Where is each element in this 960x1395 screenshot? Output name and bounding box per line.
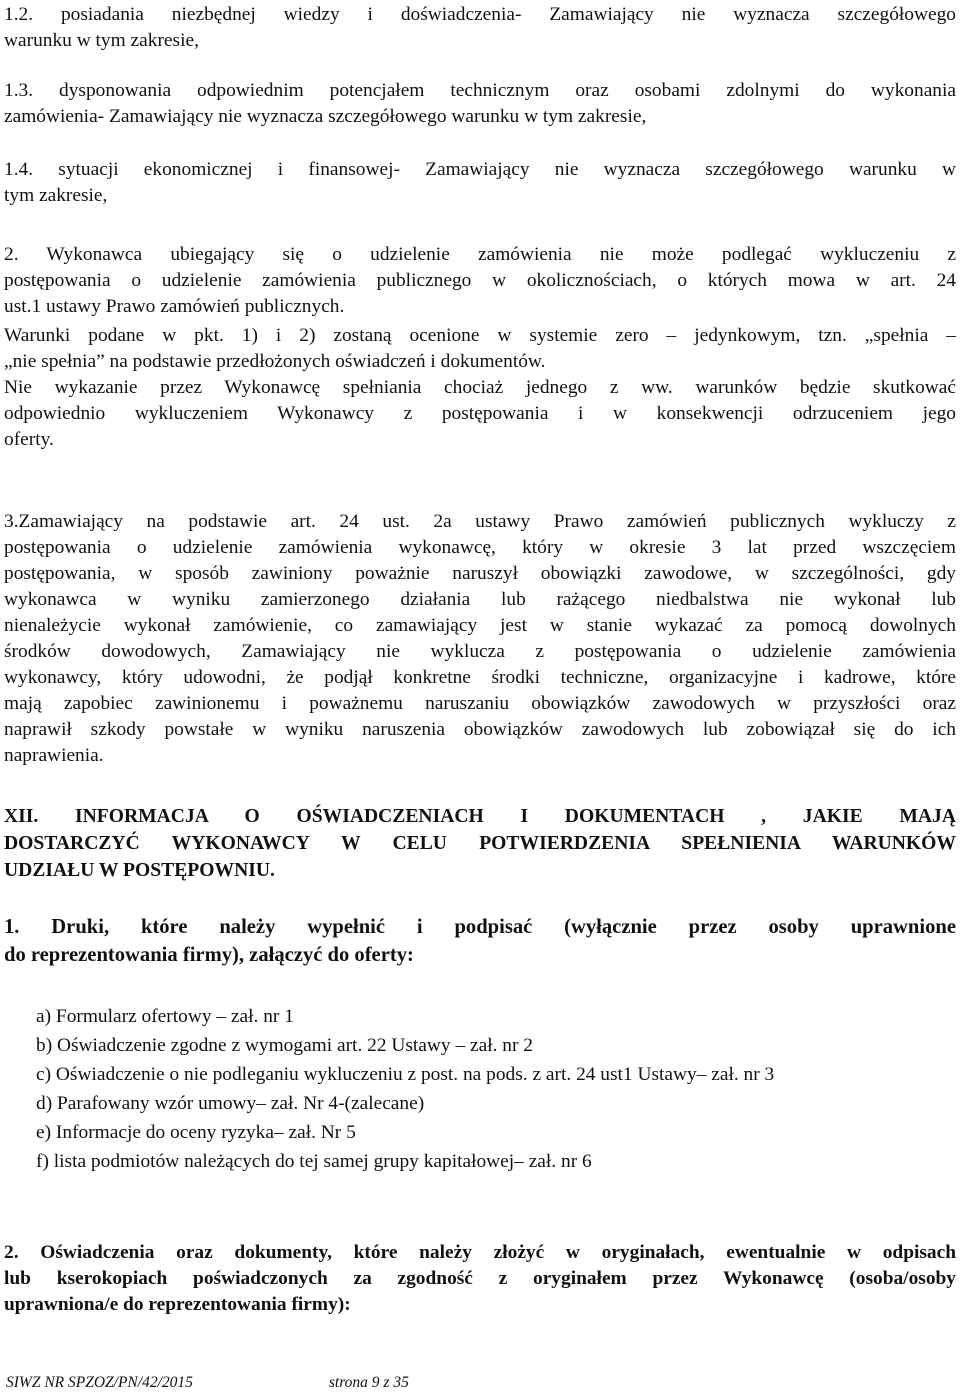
text-line: zamówienia- Zamawiający nie wyznacza szczegółowego warunku w tym zakresie,: [4, 106, 647, 127]
heading-line: lub kserokopiach poświadczonych za zgodność z oryginałem przez Wykonawcę (osoba/osoby: [4, 1268, 956, 1289]
page-footer: [6, 1374, 409, 1392]
text-line: środków dowodowych, Zamawiający nie wyklucza z postępowania o udzielenie zamówienia: [4, 641, 956, 662]
heading-line: do reprezentowania firmy), załączyć do oferty:: [4, 944, 414, 966]
conditions-paragraph: [4, 323, 956, 453]
attachment-item-b: b) Oświadczenie zgodne z wymogami art. 22 Ustawy – zał. nr 2: [36, 1035, 533, 1056]
section-xii-heading: [4, 803, 956, 884]
attachment-item-a: a) Formularz ofertowy – zał. nr 1: [36, 1006, 294, 1027]
text-line: warunku w tym zakresie,: [4, 30, 199, 51]
text-line: postępowania, w sposób zawiniony poważnie naruszył obowiązki zawodowe, w szczególności, gdy: [4, 563, 956, 584]
text-line: „nie spełnia” na podstawie przedłożonych oświadczeń i dokumentów.: [4, 351, 546, 372]
item-1-2: [4, 2, 956, 54]
text-line: tym zakresie,: [4, 185, 108, 206]
text-line: postępowania o udzielenie zamówienia publicznego w okolicznościach, o których mowa w art. 24: [4, 270, 956, 291]
heading-line: 2. Oświadczenia oraz dokumenty, które należy złożyć w oryginałach, ewentualnie w odpisach: [4, 1242, 956, 1263]
text-line: mają zapobiec zawinionemu i poważnemu naruszaniu obowiązków zawodowych w przyszłości oraz: [4, 693, 956, 714]
attachment-item-e: e) Informacje do oceny ryzyka– zał. Nr 5: [36, 1122, 356, 1143]
item-1-4: [4, 157, 956, 209]
heading-line: XII. INFORMACJA O OŚWIADCZENIACH I DOKUMENTACH , JAKIE MAJĄ: [4, 806, 956, 827]
heading-line: UDZIAŁU W POSTĘPOWNIU.: [4, 860, 275, 881]
text-line: postępowania o udzielenie zamówienia wykonawcę, który w okresie 3 lat przed wszczęciem: [4, 537, 956, 558]
page-number: strona 9 z 35: [328, 1374, 409, 1391]
text-line: 2. Wykonawca ubiegający się o udzielenie zamówienia nie może podlegać wykluczeniu z: [4, 244, 956, 265]
heading-line: 1. Druki, które należy wypełnić i podpisać (wyłącznie przez osoby uprawnione: [4, 916, 956, 938]
text-line: 3.Zamawiający na podstawie art. 24 ust. 2a ustawy Prawo zamówień publicznych wykluczy z: [4, 511, 956, 532]
text-line: Warunki podane w pkt. 1) i 2) zostaną ocenione w systemie zero – jedynkowym, tzn. „spełnia –: [4, 325, 956, 346]
text-line: nienależycie wykonał zamówienie, co zamawiający jest w stanie wykazać za pomocą dowolnych: [4, 615, 956, 636]
point-2-heading: [4, 1240, 956, 1318]
text-line: oferty.: [4, 429, 54, 450]
text-line: wykonawca w wyniku zamierzonego działania lub rażącego niedbalstwa nie wykonał lub: [4, 589, 956, 610]
heading-line: DOSTARCZYĆ WYKONAWCY W CELU POTWIERDZENIA SPEŁNIENIA WARUNKÓW: [4, 833, 956, 854]
text-line: naprawienia.: [4, 745, 104, 766]
heading-line: uprawniona/e do reprezentowania firmy):: [4, 1294, 351, 1315]
text-line: odpowiednio wykluczeniem Wykonawcy z postępowania i w konsekwencji odrzuceniem jego: [4, 403, 956, 424]
point-2-paragraph: [4, 242, 956, 320]
text-line: wykonawcy, który udowodni, że podjął konkretne środki techniczne, organizacyjne i kadrowe, które: [4, 667, 956, 688]
attachment-item-f: f) lista podmiotów należących do tej samej grupy kapitałowej– zał. nr 6: [36, 1151, 592, 1172]
attachment-item-c: c) Oświadczenie o nie podleganiu wykluczeniu z post. na pods. z art. 24 ust1 Ustawy– zał. nr 3: [36, 1064, 775, 1085]
text-line: 1.4. sytuacji ekonomicznej i finansowej- Zamawiający nie wyznacza szczegółowego warunku w: [4, 159, 956, 180]
attachment-item-d: d) Parafowany wzór umowy– zał. Nr 4-(zalecane): [36, 1093, 425, 1114]
text-line: Nie wykazanie przez Wykonawcę spełniania chociaż jednego z ww. warunków będzie skutkować: [4, 377, 956, 398]
point-1-heading: [4, 913, 956, 969]
text-line: 1.3. dysponowania odpowiednim potencjałem technicznym oraz osobami zdolnymi do wykonania: [4, 80, 956, 101]
text-line: 1.2. posiadania niezbędnej wiedzy i doświadczenia- Zamawiający nie wyznacza szczegółowego: [4, 4, 956, 25]
text-line: ust.1 ustawy Prawo zamówień publicznych.: [4, 296, 345, 317]
text-line: naprawił szkody powstałe w wyniku naruszenia obowiązków zawodowych lub zobowiązał się do ich: [4, 719, 956, 740]
point-3-paragraph: [4, 509, 956, 769]
document-reference: SIWZ NR SPZOZ/PN/42/2015: [6, 1374, 193, 1391]
item-1-3: [4, 78, 956, 130]
